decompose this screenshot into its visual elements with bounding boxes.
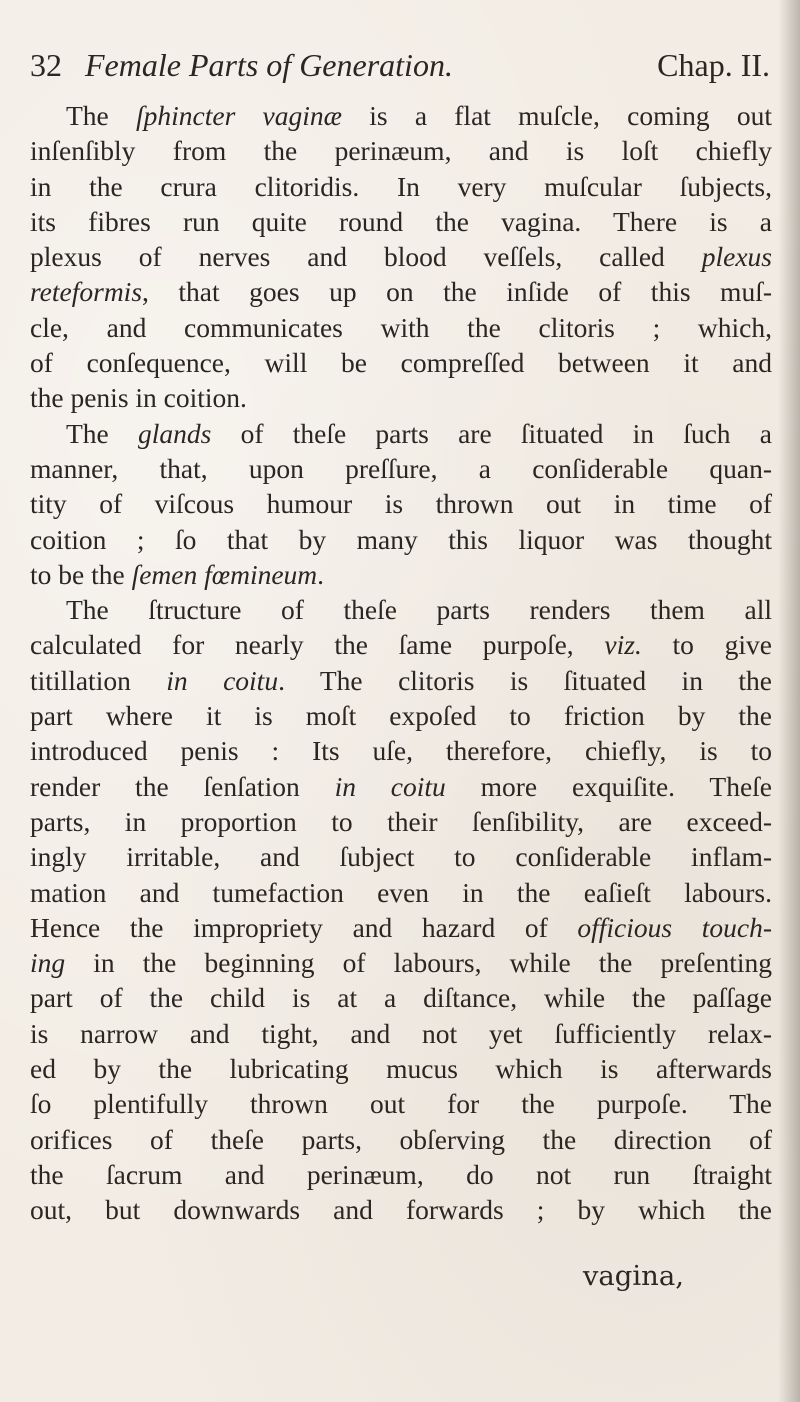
text-line: ingly irritable, and ſubject to conſiderable inflam- — [30, 841, 772, 873]
page-number: 32 — [30, 47, 62, 83]
text-line: The glands of theſe parts are ſituated in ſuch a — [66, 417, 772, 449]
text-line: part where it is moſt expoſed to friction by the — [30, 700, 772, 732]
text-line: coition ; ſo that by many this liquor was thought — [30, 523, 772, 555]
text-line: the penis in coition. — [30, 382, 247, 414]
text-line: Hence the impropriety and hazard of officious touch- — [30, 911, 772, 943]
text-line: parts, in proportion to their ſenſibility, are exceed- — [30, 805, 772, 837]
text-line: plexus of nerves and blood veſſels, called plexus — [30, 241, 772, 273]
text-line: reteformis, that goes up on the inſide of this muſ- — [30, 276, 772, 308]
text-line: out, but downwards and forwards ; by which the — [30, 1194, 772, 1226]
text-line: manner, that, upon preſſure, a conſiderable quan- — [30, 452, 772, 484]
catchword: vagina, — [582, 1260, 684, 1292]
text-line: to be the ſemen fœmineum. — [30, 558, 325, 590]
text-line: mation and tumefaction even in the eaſieſt labours. — [30, 876, 772, 908]
text-line: inſenſibly from the perinæum, and is loſt chiefly — [30, 135, 772, 167]
text-line: the ſacrum and perinæum, do not run ſtraight — [30, 1158, 772, 1190]
text-line: orifices of theſe parts, obſerving the direction of — [30, 1123, 772, 1155]
page-edge-shadow — [778, 0, 800, 1402]
text-line: calculated for nearly the ſame purpoſe, viz. to give — [30, 629, 772, 661]
text-line: its fibres run quite round the vagina. There is a — [30, 205, 772, 237]
text-line: The ſtructure of theſe parts renders them all — [66, 594, 772, 626]
text-line: ing in the beginning of labours, while the preſenting — [30, 947, 772, 979]
text-line: is narrow and tight, and not yet ſufficiently relax- — [30, 1017, 772, 1049]
text-line: introduced penis : Its uſe, therefore, chiefly, is to — [30, 735, 772, 767]
text-line: of conſequence, will be compreſſed between it and — [30, 347, 772, 379]
text-line: render the ſenſation in coitu more exquiſite. Theſe — [30, 770, 772, 802]
text-line: part of the child is at a diſtance, while the paſſage — [30, 982, 772, 1014]
body-text — [30, 98, 772, 1228]
text-line: cle, and communicates with the clitoris ; which, — [30, 311, 772, 343]
running-header — [30, 40, 770, 90]
text-line: tity of viſcous humour is thrown out in time of — [30, 488, 772, 520]
text-line: titillation in coitu. The clitoris is ſituated in the — [30, 664, 772, 696]
running-title: Female Parts of Generation. — [85, 47, 453, 83]
text-line: The ſphincter vaginæ is a flat muſcle, coming out — [66, 100, 772, 131]
chapter-label: Chap. II. — [657, 47, 770, 83]
text-line: ſo plentifully thrown out for the purpoſe. The — [30, 1088, 772, 1120]
text-line: ed by the lubricating mucus which is afterwards — [30, 1053, 772, 1085]
text-line: in the crura clitoridis. In very muſcular ſubjects, — [30, 170, 772, 202]
